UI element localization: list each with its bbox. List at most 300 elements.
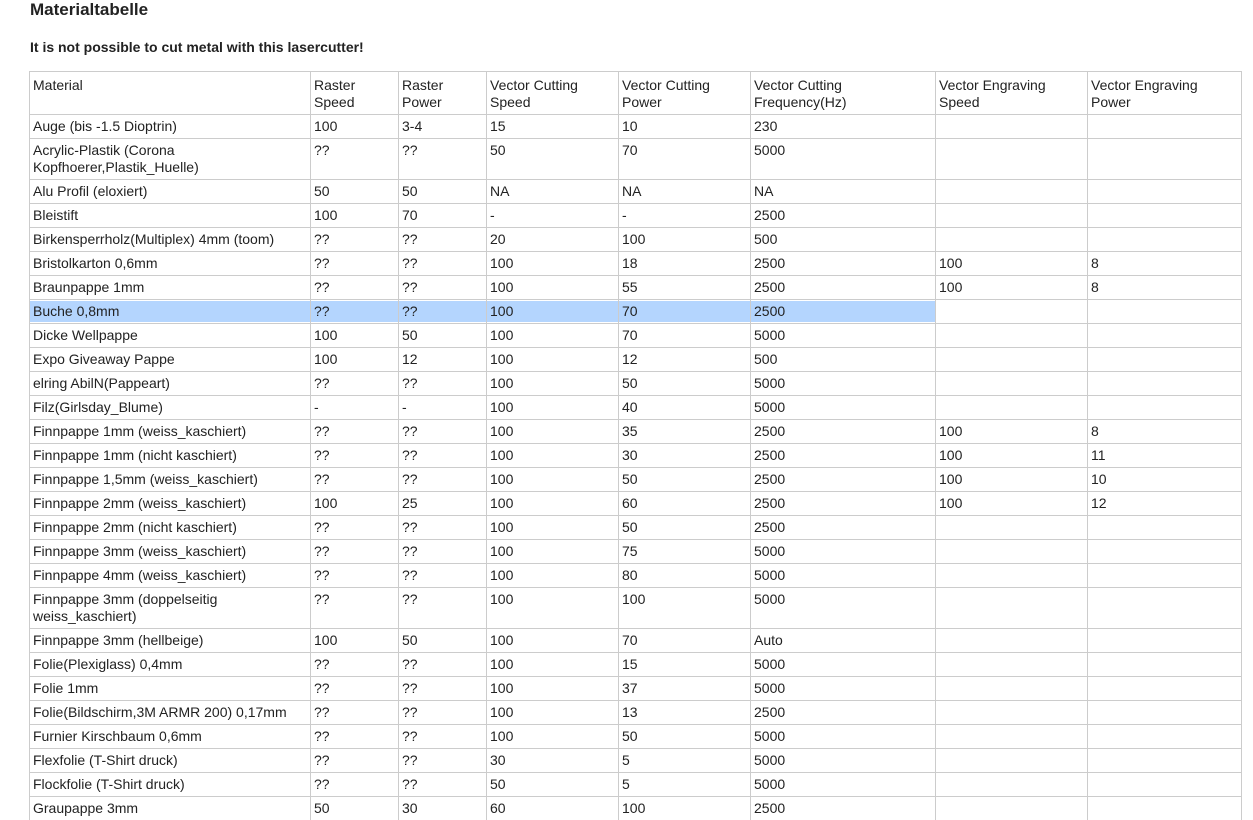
cell-text: Dicke Wellpappe	[33, 327, 138, 343]
cell-vector-cutting-power	[619, 653, 751, 677]
cell-raster-power	[399, 773, 487, 797]
table-row	[30, 468, 1242, 492]
cell-vector-cutting-speed	[487, 276, 619, 300]
cell-text: 2500	[754, 279, 786, 295]
cell-vector-cutting-frequency	[751, 396, 936, 420]
cell-text: 100	[490, 656, 514, 672]
cell-text: 500	[754, 231, 778, 247]
cell-raster-power	[399, 300, 487, 324]
cell-raster-speed	[311, 468, 399, 492]
cell-text: 40	[622, 399, 638, 415]
cell-vector-engraving-power	[1088, 540, 1242, 564]
cell-vector-cutting-speed	[487, 516, 619, 540]
cell-vector-cutting-frequency	[751, 180, 936, 204]
cell-raster-speed	[311, 629, 399, 653]
cell-text: 2500	[754, 447, 786, 463]
cell-text: 50	[402, 632, 418, 648]
table-row	[30, 444, 1242, 468]
cell-material	[30, 629, 311, 653]
cell-raster-power	[399, 516, 487, 540]
cell-raster-power	[399, 653, 487, 677]
cell-vector-cutting-frequency	[751, 540, 936, 564]
table-row	[30, 396, 1242, 420]
cell-vector-cutting-power	[619, 444, 751, 468]
cell-text: 2500	[754, 471, 786, 487]
cell-text: 50	[622, 471, 638, 487]
cell-text: Furnier Kirschbaum 0,6mm	[33, 728, 202, 744]
cell-text: ??	[402, 752, 418, 768]
cell-text: ??	[402, 567, 418, 583]
cell-text: ??	[314, 680, 330, 696]
cell-vector-cutting-frequency	[751, 348, 936, 372]
cell-material	[30, 516, 311, 540]
cell-vector-engraving-speed	[936, 749, 1088, 773]
cell-raster-speed	[311, 420, 399, 444]
cell-text: NA	[490, 183, 510, 199]
cell-text: ??	[314, 255, 330, 271]
table-row	[30, 797, 1242, 820]
cell-text: 100	[490, 255, 514, 271]
cell-vector-cutting-frequency	[751, 444, 936, 468]
cell-vector-cutting-frequency	[751, 468, 936, 492]
cell-text: 18	[622, 255, 638, 271]
cell-vector-engraving-speed	[936, 372, 1088, 396]
cell-vector-cutting-power	[619, 588, 751, 629]
cell-text: 100	[622, 231, 646, 247]
cell-text: 2500	[754, 207, 786, 223]
cell-vector-cutting-speed	[487, 564, 619, 588]
cell-text: Filz(Girlsday_Blume)	[33, 399, 163, 415]
cell-material	[30, 444, 311, 468]
cell-text: 12	[402, 351, 418, 367]
cell-text: 5000	[754, 680, 786, 696]
cell-vector-cutting-frequency	[751, 115, 936, 139]
cell-vector-engraving-power	[1088, 300, 1242, 324]
cell-vector-engraving-speed	[936, 396, 1088, 420]
cell-vector-cutting-frequency	[751, 677, 936, 701]
cell-text: 100	[939, 423, 963, 439]
table-row	[30, 372, 1242, 396]
cell-text: 70	[619, 301, 750, 322]
cell-text: 15	[490, 118, 506, 134]
cell-text: -	[402, 399, 407, 415]
cell-raster-power	[399, 564, 487, 588]
cell-text: 50	[402, 327, 418, 343]
cell-vector-cutting-speed	[487, 115, 619, 139]
cell-raster-power	[399, 701, 487, 725]
cell-vector-cutting-power	[619, 564, 751, 588]
cell-vector-engraving-power	[1088, 180, 1242, 204]
cell-vector-cutting-power	[619, 420, 751, 444]
cell-vector-engraving-power	[1088, 396, 1242, 420]
cell-text: 37	[622, 680, 638, 696]
table-row	[30, 252, 1242, 276]
cell-vector-cutting-power	[619, 115, 751, 139]
cell-text: 100	[314, 632, 338, 648]
cell-text: 50	[402, 183, 418, 199]
cell-vector-cutting-power	[619, 468, 751, 492]
cell-text: Finnpappe 2mm (weiss_kaschiert)	[33, 495, 247, 511]
cell-text: Bristolkarton 0,6mm	[33, 255, 158, 271]
table-row	[30, 180, 1242, 204]
cell-text: 100	[939, 279, 963, 295]
cell-text: ??	[314, 447, 330, 463]
cell-raster-power	[399, 228, 487, 252]
cell-text: 50	[622, 519, 638, 535]
cell-vector-cutting-speed	[487, 701, 619, 725]
cell-vector-cutting-frequency	[751, 629, 936, 653]
cell-vector-engraving-power	[1088, 252, 1242, 276]
cell-vector-engraving-power	[1088, 516, 1242, 540]
cell-text: 100	[490, 399, 514, 415]
cell-vector-cutting-frequency	[751, 420, 936, 444]
cell-text: Braunpappe 1mm	[33, 279, 145, 295]
cell-vector-engraving-speed	[936, 139, 1088, 180]
cell-vector-engraving-power	[1088, 420, 1242, 444]
cell-text: 5000	[754, 543, 786, 559]
cell-vector-cutting-power	[619, 701, 751, 725]
cell-vector-engraving-power	[1088, 773, 1242, 797]
cell-raster-power	[399, 629, 487, 653]
cell-vector-cutting-speed	[487, 139, 619, 180]
cell-vector-cutting-speed	[487, 180, 619, 204]
cell-material	[30, 348, 311, 372]
cell-vector-cutting-frequency	[751, 701, 936, 725]
cell-text: 100	[490, 423, 514, 439]
cell-text: 100	[490, 680, 514, 696]
cell-vector-cutting-frequency	[751, 516, 936, 540]
cell-material	[30, 797, 311, 820]
cell-vector-engraving-power	[1088, 588, 1242, 629]
cell-vector-cutting-frequency	[751, 204, 936, 228]
cell-raster-power	[399, 204, 487, 228]
cell-vector-engraving-speed	[936, 701, 1088, 725]
cell-vector-cutting-power	[619, 725, 751, 749]
cell-raster-speed	[311, 180, 399, 204]
cell-text: 100	[490, 567, 514, 583]
cell-text: 100	[490, 543, 514, 559]
cell-text: ??	[314, 471, 330, 487]
cell-vector-cutting-speed	[487, 372, 619, 396]
cell-vector-cutting-speed	[487, 540, 619, 564]
cell-vector-engraving-speed	[936, 773, 1088, 797]
cell-vector-engraving-power	[1088, 653, 1242, 677]
cell-raster-speed	[311, 540, 399, 564]
cell-text: 12	[622, 351, 638, 367]
cell-vector-cutting-frequency	[751, 797, 936, 820]
cell-text: 100	[490, 632, 514, 648]
cell-text: ??	[402, 471, 418, 487]
cell-text: 100	[314, 495, 338, 511]
cell-raster-speed	[311, 372, 399, 396]
cell-vector-engraving-speed	[936, 725, 1088, 749]
cell-vector-engraving-power	[1088, 204, 1242, 228]
cell-text: 60	[490, 800, 506, 816]
cell-material	[30, 540, 311, 564]
table-row	[30, 204, 1242, 228]
cell-vector-cutting-speed	[487, 749, 619, 773]
cell-vector-engraving-speed	[936, 588, 1088, 629]
cell-text: 5	[622, 752, 630, 768]
cell-vector-cutting-frequency	[751, 228, 936, 252]
cell-text: 100	[314, 327, 338, 343]
cell-vector-engraving-speed	[936, 420, 1088, 444]
header-vector-cutting-frequency: Vector Cutting Frequency(Hz)	[751, 72, 936, 115]
cell-vector-engraving-power	[1088, 372, 1242, 396]
cell-vector-cutting-power	[619, 492, 751, 516]
cell-vector-cutting-frequency	[751, 276, 936, 300]
cell-text: 8	[1091, 423, 1099, 439]
cell-text: 100	[939, 471, 963, 487]
cell-text: Finnpappe 3mm (doppelseitig weiss_kaschiert)	[33, 591, 218, 624]
table-row	[30, 564, 1242, 588]
cell-text: 5000	[754, 728, 786, 744]
cell-vector-cutting-power	[619, 372, 751, 396]
cell-text: 30	[490, 752, 506, 768]
cell-raster-speed	[311, 444, 399, 468]
cell-raster-speed	[311, 588, 399, 629]
table-row	[30, 725, 1242, 749]
cell-vector-engraving-speed	[936, 324, 1088, 348]
cell-text: ??	[314, 567, 330, 583]
cell-material	[30, 252, 311, 276]
cell-text: ??	[311, 301, 398, 322]
cell-vector-cutting-speed	[487, 725, 619, 749]
cell-text: 30	[402, 800, 418, 816]
cell-text: 100	[490, 495, 514, 511]
cell-vector-cutting-power	[619, 252, 751, 276]
cell-text: 11	[1091, 447, 1106, 463]
table-row	[30, 677, 1242, 701]
cell-material	[30, 180, 311, 204]
cell-text: 100	[490, 351, 514, 367]
cell-text: ??	[402, 423, 418, 439]
cell-vector-cutting-frequency	[751, 492, 936, 516]
warning-text: It is not possible to cut metal with this lasercutter!	[30, 39, 364, 55]
cell-text: 100	[490, 447, 514, 463]
cell-text: ??	[402, 447, 418, 463]
cell-raster-speed	[311, 492, 399, 516]
cell-text: 20	[490, 231, 506, 247]
cell-text: 5000	[754, 142, 786, 158]
cell-material	[30, 564, 311, 588]
cell-vector-engraving-speed	[936, 252, 1088, 276]
cell-text: Expo Giveaway Pappe	[33, 351, 175, 367]
cell-text: Folie(Bildschirm,3M ARMR 200) 0,17mm	[33, 704, 287, 720]
cell-text: 5000	[754, 327, 786, 343]
cell-text: ??	[402, 543, 418, 559]
cell-material	[30, 468, 311, 492]
cell-text: Finnpappe 3mm (hellbeige)	[33, 632, 204, 648]
cell-text: ??	[314, 375, 330, 391]
cell-text: 50	[490, 776, 506, 792]
cell-text: NA	[622, 183, 642, 199]
table-row	[30, 228, 1242, 252]
cell-raster-power	[399, 396, 487, 420]
cell-text: 2500	[754, 255, 786, 271]
cell-text: ??	[402, 142, 418, 158]
cell-raster-speed	[311, 348, 399, 372]
cell-text: ??	[402, 704, 418, 720]
table-row	[30, 540, 1242, 564]
header-material: Material	[30, 72, 311, 115]
cell-raster-speed	[311, 139, 399, 180]
cell-text: 100	[314, 207, 338, 223]
cell-text: Finnpappe 4mm (weiss_kaschiert)	[33, 567, 247, 583]
cell-vector-cutting-frequency	[751, 300, 936, 324]
cell-text: ??	[402, 776, 418, 792]
cell-vector-engraving-speed	[936, 115, 1088, 139]
cell-text: ??	[314, 776, 330, 792]
cell-vector-engraving-power	[1088, 677, 1242, 701]
cell-vector-cutting-power	[619, 139, 751, 180]
cell-vector-cutting-power	[619, 204, 751, 228]
cell-text: Buche 0,8mm	[30, 301, 310, 322]
cell-text: Folie(Plexiglass) 0,4mm	[33, 656, 183, 672]
cell-text: ??	[314, 231, 330, 247]
cell-raster-power	[399, 797, 487, 820]
cell-material	[30, 588, 311, 629]
cell-text: 100	[314, 118, 338, 134]
header-vector-engraving-speed: Vector Engraving Speed	[936, 72, 1088, 115]
cell-text: ??	[402, 728, 418, 744]
cell-raster-speed	[311, 204, 399, 228]
cell-raster-power	[399, 139, 487, 180]
cell-text: 55	[622, 279, 638, 295]
cell-text: Folie 1mm	[33, 680, 99, 696]
cell-material	[30, 653, 311, 677]
cell-vector-engraving-speed	[936, 677, 1088, 701]
cell-material	[30, 677, 311, 701]
cell-text: elring AbilN(Pappeart)	[33, 375, 170, 391]
cell-material	[30, 276, 311, 300]
table-row	[30, 324, 1242, 348]
cell-raster-speed	[311, 276, 399, 300]
cell-text: 35	[622, 423, 638, 439]
table-row	[30, 773, 1242, 797]
cell-vector-cutting-frequency	[751, 588, 936, 629]
cell-raster-speed	[311, 797, 399, 820]
cell-text: Bleistift	[33, 207, 79, 223]
cell-vector-cutting-speed	[487, 773, 619, 797]
cell-text: Auto	[754, 632, 783, 648]
cell-raster-speed	[311, 516, 399, 540]
cell-text: ??	[314, 752, 330, 768]
cell-vector-engraving-power	[1088, 115, 1242, 139]
cell-vector-cutting-frequency	[751, 252, 936, 276]
cell-vector-cutting-speed	[487, 420, 619, 444]
table-row	[30, 749, 1242, 773]
cell-text: ??	[402, 255, 418, 271]
cell-text: 80	[622, 567, 638, 583]
cell-vector-engraving-speed	[936, 516, 1088, 540]
cell-text: 10	[1091, 471, 1107, 487]
cell-text: 100	[490, 471, 514, 487]
cell-material	[30, 396, 311, 420]
cell-text: Alu Profil (eloxiert)	[33, 183, 148, 199]
cell-vector-engraving-power	[1088, 324, 1242, 348]
cell-text: 100	[939, 255, 963, 271]
cell-vector-cutting-speed	[487, 444, 619, 468]
cell-text: 2500	[754, 704, 786, 720]
cell-vector-engraving-speed	[936, 564, 1088, 588]
cell-vector-cutting-speed	[487, 653, 619, 677]
cell-raster-speed	[311, 773, 399, 797]
cell-text: 70	[622, 142, 638, 158]
cell-text: 12	[1091, 495, 1107, 511]
cell-vector-cutting-frequency	[751, 653, 936, 677]
cell-raster-speed	[311, 396, 399, 420]
cell-text: 100	[490, 519, 514, 535]
cell-vector-engraving-power	[1088, 701, 1242, 725]
cell-vector-engraving-power	[1088, 444, 1242, 468]
cell-raster-power	[399, 276, 487, 300]
cell-vector-cutting-frequency	[751, 749, 936, 773]
cell-text: 5	[622, 776, 630, 792]
cell-raster-speed	[311, 677, 399, 701]
table-row	[30, 300, 1242, 324]
cell-text: 100	[939, 447, 963, 463]
cell-vector-cutting-speed	[487, 348, 619, 372]
cell-raster-power	[399, 725, 487, 749]
cell-vector-cutting-speed	[487, 252, 619, 276]
cell-text: 60	[622, 495, 638, 511]
cell-text: 5000	[754, 776, 786, 792]
cell-material	[30, 701, 311, 725]
cell-vector-engraving-speed	[936, 629, 1088, 653]
cell-material	[30, 420, 311, 444]
cell-vector-cutting-speed	[487, 468, 619, 492]
cell-vector-cutting-power	[619, 797, 751, 820]
cell-text: ??	[399, 301, 486, 322]
cell-text: 5000	[754, 656, 786, 672]
cell-text: 5000	[754, 567, 786, 583]
cell-text: ??	[314, 279, 330, 295]
cell-vector-cutting-frequency	[751, 324, 936, 348]
cell-text: 230	[754, 118, 778, 134]
cell-material	[30, 139, 311, 180]
cell-vector-engraving-power	[1088, 492, 1242, 516]
cell-text: Flockfolie (T-Shirt druck)	[33, 776, 185, 792]
cell-vector-cutting-power	[619, 348, 751, 372]
header-vector-cutting-speed: Vector Cutting Speed	[487, 72, 619, 115]
cell-text: Finnpappe 1,5mm (weiss_kaschiert)	[33, 471, 258, 487]
cell-vector-cutting-power	[619, 540, 751, 564]
cell-text: Flexfolie (T-Shirt druck)	[33, 752, 178, 768]
cell-text: 25	[402, 495, 418, 511]
cell-text: 70	[622, 327, 638, 343]
table-row	[30, 348, 1242, 372]
table-row	[30, 492, 1242, 516]
cell-material	[30, 492, 311, 516]
cell-text: 5000	[754, 375, 786, 391]
cell-vector-engraving-speed	[936, 468, 1088, 492]
cell-raster-power	[399, 348, 487, 372]
cell-text: 100	[490, 375, 514, 391]
table-row	[30, 516, 1242, 540]
cell-material	[30, 204, 311, 228]
cell-vector-engraving-speed	[936, 180, 1088, 204]
cell-text: 2500	[754, 800, 786, 816]
cell-text: 13	[622, 704, 638, 720]
cell-text: 15	[622, 656, 638, 672]
cell-vector-engraving-power	[1088, 749, 1242, 773]
cell-raster-power	[399, 749, 487, 773]
cell-vector-engraving-speed	[936, 653, 1088, 677]
cell-raster-power	[399, 252, 487, 276]
cell-text: ??	[402, 591, 418, 607]
cell-vector-engraving-power	[1088, 139, 1242, 180]
